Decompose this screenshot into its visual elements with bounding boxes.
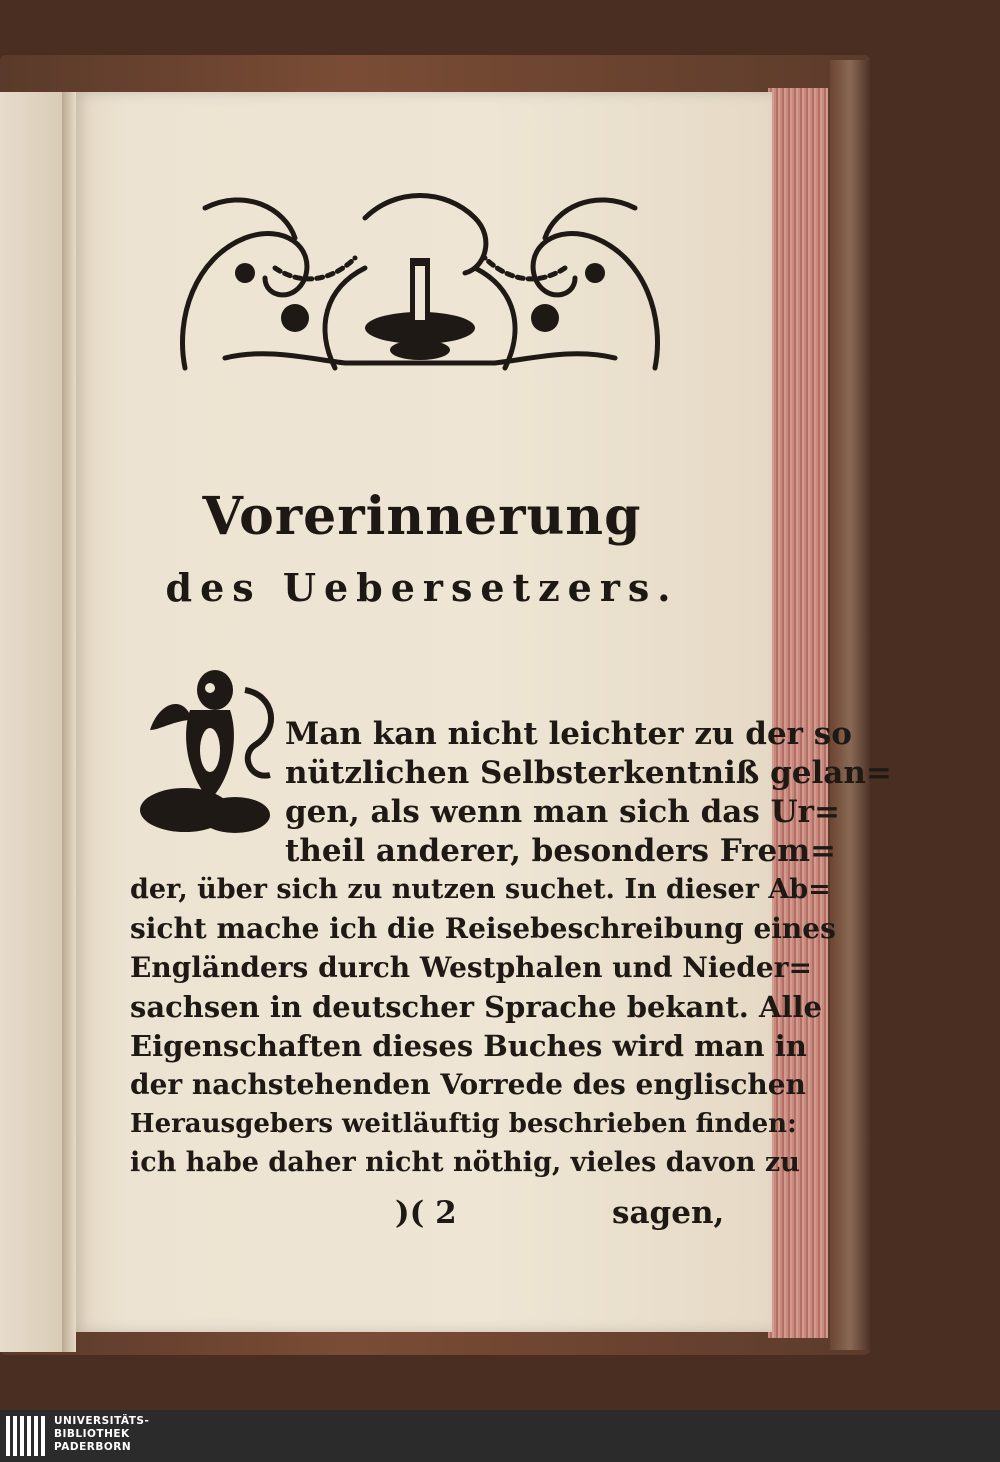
baroque-ornament-fountain-icon bbox=[165, 178, 675, 378]
text-line: sachsen in deutscher Sprache bekant. Alle bbox=[130, 990, 822, 1024]
signature-mark: )( 2 bbox=[395, 1195, 457, 1231]
page-title: Vorerinnerung bbox=[202, 486, 642, 547]
text-line: sicht mache ich die Reisebeschreibung eines bbox=[130, 912, 836, 945]
gutter bbox=[62, 92, 76, 1352]
text-line: Eigenschaften dieses Buches wird man in bbox=[130, 1029, 807, 1063]
library-name bbox=[54, 1415, 149, 1454]
text-line: ich habe daher nicht nöthig, vieles davon zu bbox=[130, 1147, 800, 1178]
text-line: gen, als wenn man sich das Ur= bbox=[285, 794, 840, 830]
library-logo-icon bbox=[6, 1416, 46, 1456]
library-name-line: PADERBORN bbox=[54, 1441, 132, 1453]
text-line: der nachstehenden Vorrede des englischen bbox=[130, 1068, 806, 1101]
text-line: Engländers durch Westphalen und Nieder= bbox=[130, 951, 812, 984]
text-line: theil anderer, besonders Frem= bbox=[285, 833, 837, 869]
cherub-initial-icon bbox=[130, 650, 280, 840]
book-cover-edge bbox=[830, 60, 870, 1350]
text-line: nützlichen Selbsterkentniß gelan= bbox=[285, 755, 892, 791]
text-line: Herausgebers weitläuftig beschrieben finden: bbox=[130, 1109, 797, 1139]
text-line: der, über sich zu nutzen suchet. In dieser Ab= bbox=[130, 874, 831, 905]
catchword: sagen, bbox=[612, 1195, 725, 1231]
text-line: Man kan nicht leichter zu der so bbox=[285, 716, 852, 752]
page-subtitle: des Uebersetzers. bbox=[165, 565, 679, 610]
library-name-line: BIBLIOTHEK bbox=[54, 1428, 130, 1440]
footer-bar bbox=[0, 1410, 1000, 1462]
left-page bbox=[0, 92, 66, 1352]
library-name-line: UNIVERSITÄTS- bbox=[54, 1415, 150, 1427]
